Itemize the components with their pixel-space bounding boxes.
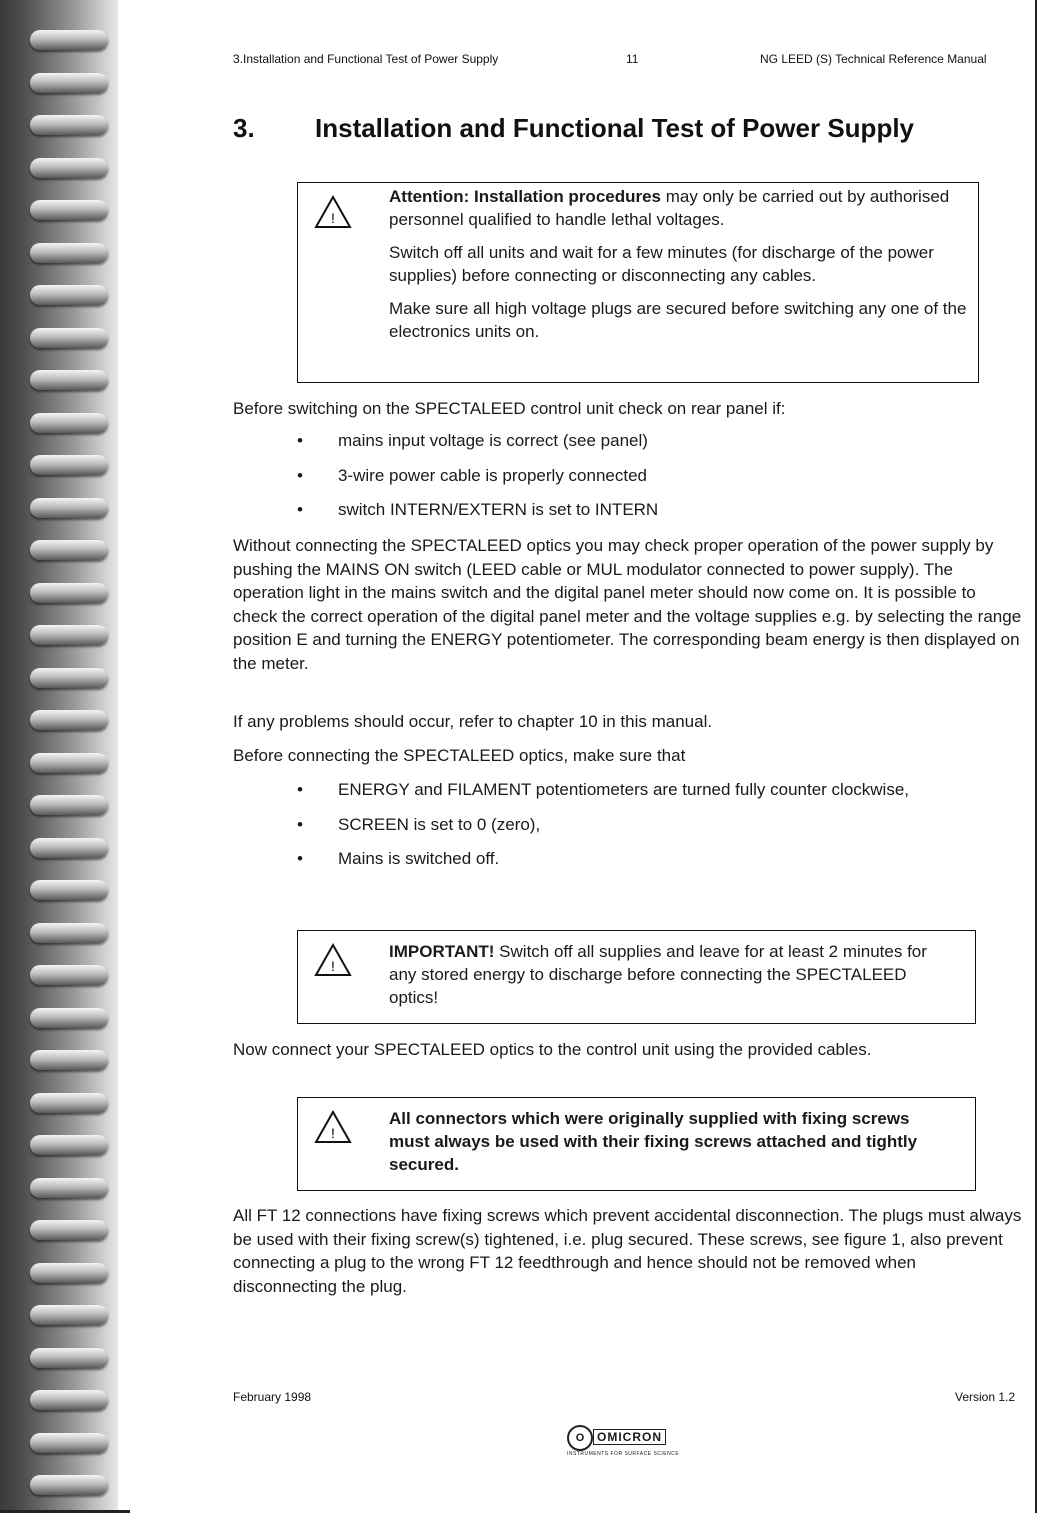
binding-coil	[30, 1093, 108, 1113]
warning-triangle-icon	[314, 943, 352, 982]
svg-text:!: !	[331, 1125, 335, 1141]
binding-coil	[30, 1008, 108, 1028]
para-before-connecting: Before connecting the SPECTALEED optics, make sure that	[233, 746, 686, 765]
binding-coil	[30, 1178, 108, 1198]
binding-coil	[30, 158, 108, 178]
attention-lead: Attention: Installation procedures	[389, 187, 662, 206]
binding-coil	[30, 1348, 108, 1368]
spiral-binding	[0, 0, 118, 1513]
binding-coil	[30, 625, 108, 645]
running-header-right: NG LEED (S) Technical Reference Manual	[760, 52, 987, 66]
binding-coil	[30, 668, 108, 688]
footer-date: February 1998	[233, 1390, 312, 1404]
binding-coil	[30, 1220, 108, 1240]
binding-coil	[30, 243, 108, 263]
list-item: • switch INTERN/EXTERN is set to INTERN	[297, 500, 659, 519]
connect-list	[297, 778, 917, 871]
important-text	[389, 940, 954, 1009]
binding-coil	[30, 1390, 108, 1410]
important-rest: Switch off all supplies and leave for at least 2 minutes for any stored energy to discharge before connecting the SPECTALEED optics!	[389, 942, 927, 1007]
binding-coil	[30, 1050, 108, 1070]
svg-text:!: !	[331, 210, 335, 226]
para-now-connect: Now connect your SPECTALEED optics to the control unit using the provided cables.	[233, 1040, 872, 1059]
para-problems: If any problems should occur, refer to chapter 10 in this manual.	[233, 712, 713, 731]
para-without-connecting: Without connecting the SPECTALEED optics you may check proper operation of the power supply by pushing the MAINS ON switch (LEED cable or MUL modulator connected to power supply). The operation light in the mains switch and the digital panel meter should now come on. It is possible to check the correct operation of the digital panel meter and the voltage supplies e.g. by selecting the range position E and turning the ENERGY potentiometer. The corresponding beam energy is then displayed on the meter.	[233, 536, 1022, 673]
binding-coil	[30, 838, 108, 858]
important-lead: IMPORTANT!	[389, 942, 495, 961]
para-before-switching: Before switching on the SPECTALEED control unit check on rear panel if:	[233, 399, 786, 418]
binding-coil	[30, 880, 108, 900]
list-item: • 3-wire power cable is properly connected	[297, 465, 647, 485]
list-item: • Mains is switched off.	[297, 849, 500, 868]
omicron-logo	[567, 1425, 680, 1461]
binding-coil	[30, 710, 108, 730]
important-box	[297, 930, 976, 1024]
attention-text	[389, 185, 969, 353]
connectors-box	[297, 1097, 976, 1191]
warning-triangle-icon	[314, 195, 352, 234]
logo-tagline: INSTRUMENTS FOR SURFACE SCIENCE	[567, 1451, 680, 1457]
list-item: • SCREEN is set to 0 (zero),	[297, 814, 541, 834]
attention-paragraph-3: Make sure all high voltage plugs are secured before switching any one of the electronics units on.	[389, 299, 967, 341]
binding-coil	[30, 1475, 108, 1495]
binding-coil	[30, 1263, 108, 1283]
chapter-title: Installation and Functional Test of Power Supply	[315, 113, 915, 143]
binding-coil	[30, 30, 108, 50]
attention-box	[297, 182, 979, 383]
binding-coil	[30, 285, 108, 305]
binding-coil	[30, 73, 108, 93]
logo-mark: O	[567, 1425, 593, 1451]
list-item: • ENERGY and FILAMENT potentiometers are turned fully counter clockwise,	[297, 780, 910, 799]
binding-coil	[30, 753, 108, 773]
binding-coil	[30, 200, 108, 220]
binding-coil	[30, 1433, 108, 1453]
svg-text:!: !	[331, 958, 335, 974]
list-item: • mains input voltage is correct (see panel)	[297, 431, 648, 450]
binding-coil	[30, 455, 108, 475]
check-list	[297, 429, 997, 522]
binding-coil	[30, 583, 108, 603]
binding-coil	[30, 540, 108, 560]
connectors-text: All connectors which were originally supplied with fixing screws must always be used with their fixing screws attached and tightly secured.	[389, 1109, 918, 1174]
chapter-number: 3.	[233, 113, 255, 143]
binding-coil	[30, 498, 108, 518]
binding-coil	[30, 413, 108, 433]
binding-coil	[30, 328, 108, 348]
attention-lead-rest: may only be carried out by authorised personnel qualified to handle lethal voltages.	[389, 187, 950, 229]
page-number: 11	[626, 52, 639, 66]
warning-triangle-icon	[314, 1110, 352, 1149]
logo-name: OMICRON	[593, 1429, 666, 1445]
running-header-left: 3.Installation and Functional Test of Power Supply	[233, 52, 499, 66]
chapter-heading	[233, 113, 1013, 144]
para-ft12: All FT 12 connections have fixing screws which prevent accidental disconnection. The plugs must always be used with their fixing screw(s) tightened, i.e. plug secured. These screws, see figure 1, also prevent connecting a plug to the wrong FT 12 feedthrough and hence should not be removed when disconnecting the plug.	[233, 1206, 1022, 1296]
binding-coil	[30, 370, 108, 390]
footer-version: Version 1.2	[955, 1390, 1016, 1404]
attention-paragraph-2: Switch off all units and wait for a few minutes (for discharge of the power supplies) before connecting or disconnecting any cables.	[389, 243, 934, 285]
binding-coil	[30, 1305, 108, 1325]
binding-coil	[30, 1135, 108, 1155]
binding-coil	[30, 115, 108, 135]
binding-coil	[30, 965, 108, 985]
binding-coil	[30, 795, 108, 815]
binding-coil	[30, 923, 108, 943]
